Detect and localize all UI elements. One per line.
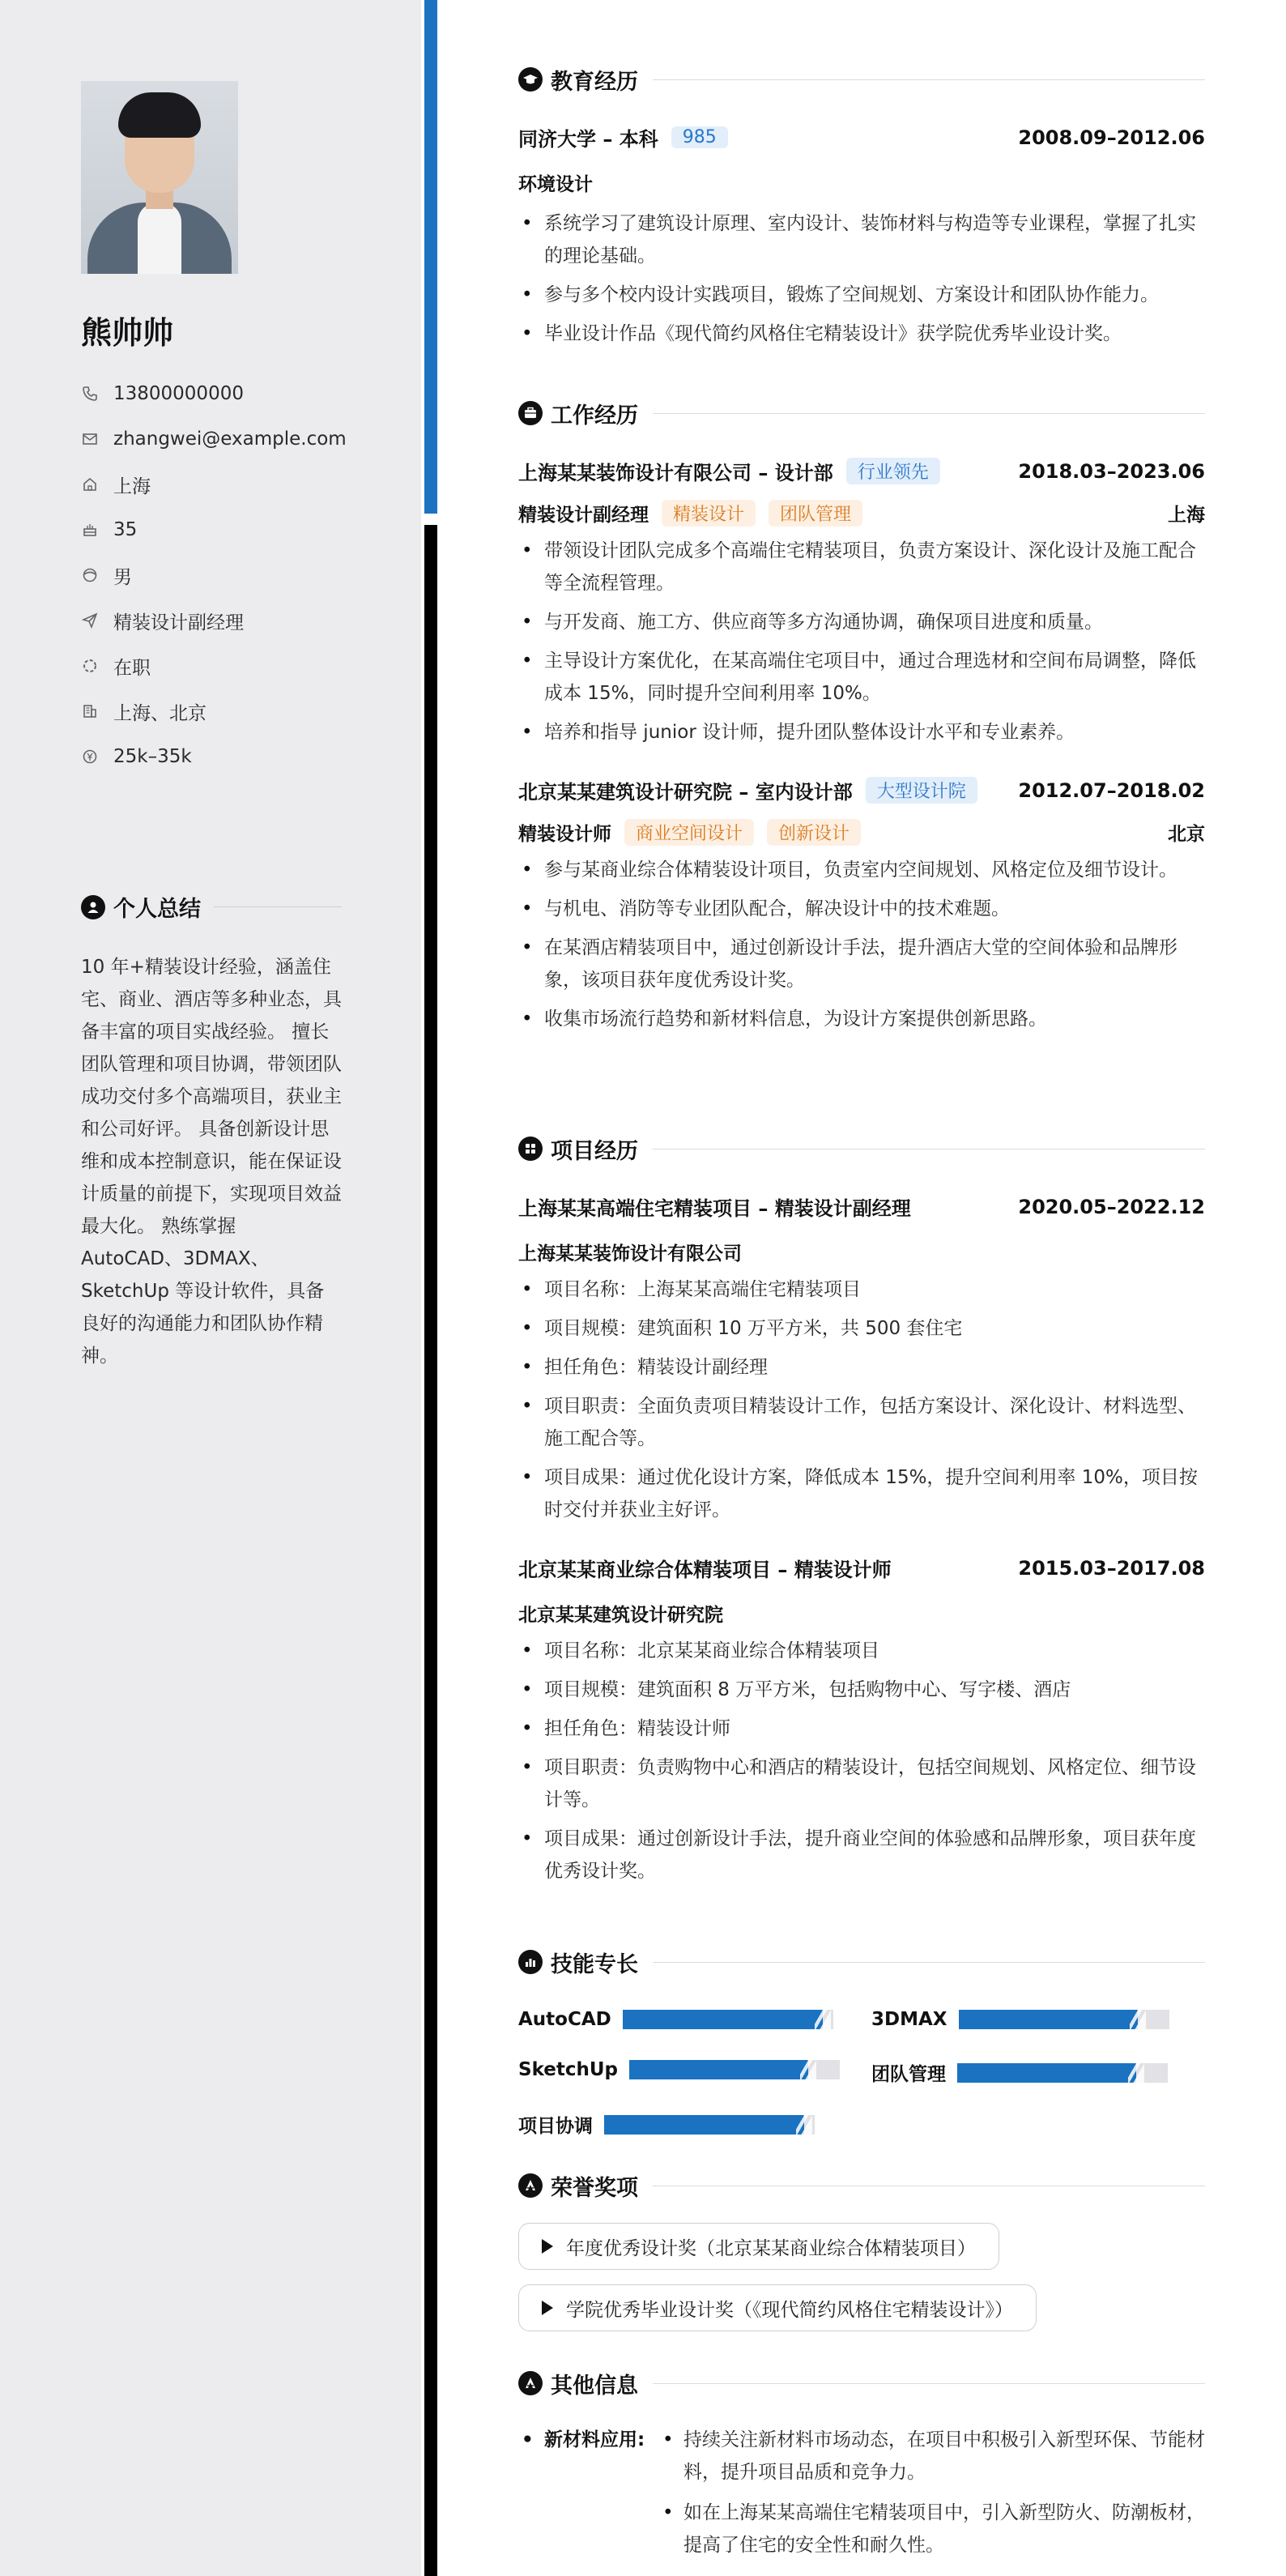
list-item: • 带领设计团队完成多个高端住宅精装项目，负责方案设计、深化设计及施工配合等全流程管理。: [518, 535, 1205, 599]
mail-icon: [81, 430, 99, 448]
list-item: • 如在上海某某高端住宅精装项目中，引入新型防火、防潮板材，提高了住宅的安全性和耐久性。: [658, 2497, 1205, 2561]
education-section: [518, 63, 1205, 350]
list-item: • 项目职责：全面负责项目精装设计工作，包括方案设计、深化设计、材料选型、施工配合等。: [518, 1390, 1205, 1455]
honor-text: 年度优秀设计奖（北京某某商业综合体精装项目）: [566, 2237, 976, 2259]
role-text: 精装设计副经理: [518, 505, 649, 526]
skill-item: [518, 2009, 833, 2030]
project-name: 上海某某高端住宅精装项目 – 精装设计副经理: [518, 1197, 911, 1220]
accent-stripe-blue: [424, 0, 437, 514]
other-key: • 新材料应用:: [518, 2424, 658, 2570]
avatar: [81, 81, 238, 274]
gender-icon: [81, 566, 99, 584]
honors-title: 荣誉奖项: [551, 2175, 638, 2201]
role-text: 精装设计师: [518, 824, 611, 845]
job-location: 北京: [1168, 824, 1205, 845]
role-tag: 商业空间设计: [624, 819, 754, 846]
email-text: zhangwei@example.com: [113, 429, 347, 450]
skill-name: AutoCAD: [518, 2009, 611, 2030]
project-date: 2015.03–2017.08: [1018, 1556, 1205, 1580]
skill-item: [871, 2009, 1169, 2030]
company-tag: 行业领先: [846, 458, 940, 484]
skill-track: [629, 2060, 840, 2079]
skill-fill: [957, 2063, 1136, 2083]
project-org: 北京某某建筑设计研究院: [518, 1605, 723, 1626]
project-date: 2020.05–2022.12: [1018, 1195, 1205, 1218]
education-major: 环境设计: [518, 174, 593, 195]
list-item: • 培养和指导 junior 设计师，提升团队整体设计水平和专业素养。: [518, 716, 1205, 748]
work-city-text: 上海、北京: [113, 702, 207, 724]
summary-heading: [81, 891, 342, 923]
award-icon: [518, 2173, 543, 2198]
list-item: • 毕业设计作品《现代简约风格住宅精装设计》获学院优秀毕业设计奖。: [518, 318, 1205, 350]
cake-icon: [81, 521, 99, 539]
project-bullets: [518, 1273, 1205, 1526]
list-item: • 项目成果：通过创新设计手法，提升商业空间的体验感和品牌形象，项目获年度优秀设计奖。: [518, 1823, 1205, 1887]
skills-title: 技能专长: [551, 1951, 638, 1977]
other-heading: [518, 2367, 1205, 2399]
school-text: 同济大学 – 本科: [518, 128, 658, 151]
skills-divider: [653, 1962, 1205, 1963]
company-name: [518, 457, 940, 485]
work-title: 工作经历: [551, 403, 638, 429]
list-item: • 项目成果：通过优化设计方案，降低成本 15%，提升空间利用率 10%，项目按时交付并获业主好评。: [518, 1461, 1205, 1526]
list-item: • 参与某商业综合体精装设计项目，负责室内空间规划、风格定位及细节设计。: [518, 854, 1205, 886]
education-bullets: [518, 207, 1205, 350]
honors-list: [518, 2208, 1205, 2331]
job-role-row: [518, 500, 1205, 527]
salary-text: 25k–35k: [113, 746, 192, 767]
bar-chart-icon: [518, 1950, 543, 1974]
job-entry: [518, 776, 1205, 1035]
honors-heading: [518, 2169, 1205, 2202]
project-org: 上海某某装饰设计有限公司: [518, 1243, 742, 1265]
send-icon: [81, 612, 99, 629]
skill-fill: [623, 2010, 823, 2029]
skill-item: [518, 2059, 840, 2080]
list-item: • 项目规模：建筑面积 10 万平方米，共 500 套住宅: [518, 1312, 1205, 1345]
skill-fill: [629, 2060, 808, 2079]
list-item: • 担任角色：精装设计师: [518, 1712, 1205, 1745]
project-name: 北京某某商业综合体精装项目 – 精装设计师: [518, 1559, 892, 1581]
job-bullets: [518, 535, 1205, 748]
job-date: 2012.07–2018.02: [1018, 778, 1205, 802]
school-tag: 985: [671, 126, 728, 148]
company-text: 北京某某建筑设计研究院 – 室内设计部: [518, 781, 853, 804]
skill-name: 3DMAX: [871, 2009, 947, 2030]
summary-divider: [214, 906, 342, 907]
job-role: [518, 500, 862, 527]
education-header-row: [518, 123, 1205, 151]
award-icon: [518, 2371, 543, 2395]
skills-section: [518, 1946, 1205, 1978]
project-entry: [518, 1554, 1205, 1887]
honor-item[interactable]: [518, 2223, 999, 2270]
job-role: [518, 819, 861, 846]
other-values: [658, 2424, 1205, 2570]
job-role-row: [518, 819, 1205, 846]
other-divider: [653, 2383, 1205, 2384]
grid-icon: [518, 1137, 543, 1161]
list-item: • 与机电、消防等专业团队配合，解决设计中的技术难题。: [518, 893, 1205, 925]
company-text: 上海某某装饰设计有限公司 – 设计部: [518, 462, 833, 484]
skill-item: [871, 2059, 1168, 2086]
graduation-cap-icon: [518, 67, 543, 92]
info-salary: [81, 734, 347, 779]
summary-text: 10 年+精装设计经验，涵盖住宅、商业、酒店等多种业态，具备丰富的项目实战经验。 擅长团队管理和项目协调，带领团队成功交付多个高端项目，获业主和公司好评。 具备创新设计思维和成本控制意识，能在保证设计质量的前提下，实现项目效益最大化。 熟练掌握 AutoCAD、3DMAX、SketchUp 等设计软件，具备良好的沟通能力和团队协作精神。: [81, 957, 342, 1367]
list-item: • 在某酒店精装项目中，通过创新设计手法，提升酒店大堂的空间体验和品牌形象，该项目获年度优秀设计奖。: [518, 932, 1205, 996]
user-icon: [81, 895, 105, 919]
info-work-city: [81, 689, 347, 734]
job-location: 上海: [1168, 505, 1205, 526]
project-header-row: [518, 1192, 1205, 1221]
project-bullets: [518, 1635, 1205, 1887]
info-position: [81, 598, 347, 643]
age-text: 35: [113, 519, 138, 540]
list-item: • 与开发商、施工方、供应商等多方沟通协调，确保项目进度和质量。: [518, 606, 1205, 638]
list-item: • 项目职责：负责购物中心和酒店的精装设计，包括空间规划、风格定位、细节设计等。: [518, 1751, 1205, 1816]
education-title: 教育经历: [551, 69, 638, 95]
skill-item: [518, 2111, 815, 2138]
contact-info-list: [81, 371, 347, 779]
job-bullets: [518, 854, 1205, 1035]
skill-track: [623, 2010, 833, 2029]
home-icon: [81, 476, 99, 493]
role-tag: 精装设计: [662, 500, 756, 527]
info-phone: [81, 371, 347, 416]
honor-text: 学院优秀毕业设计奖（《现代简约风格住宅精装设计》）: [566, 2299, 1013, 2321]
projects-section: [518, 1132, 1205, 1887]
skill-track: [604, 2115, 815, 2135]
projects-heading: [518, 1132, 1205, 1165]
skill-name: 团队管理: [871, 2064, 946, 2085]
briefcase-icon: [518, 401, 543, 425]
work-heading: [518, 397, 1205, 429]
skill-track: [957, 2063, 1168, 2083]
list-item: • 担任角色：精装设计副经理: [518, 1351, 1205, 1384]
info-status: [81, 643, 347, 689]
skill-fill: [604, 2115, 804, 2135]
info-city: [81, 462, 347, 507]
caret-right-icon: [542, 2239, 553, 2254]
summary-title: 个人总结: [113, 897, 201, 922]
gender-text: 男: [113, 566, 132, 588]
other-section: [518, 2367, 1205, 2570]
job-header-row: [518, 457, 1205, 485]
list-item: • 项目名称：上海某某高端住宅精装项目: [518, 1273, 1205, 1306]
honors-section: [518, 2169, 1205, 2331]
job-date: 2018.03–2023.06: [1018, 459, 1205, 483]
job-entry: [518, 457, 1205, 748]
salary-icon: [81, 748, 99, 766]
candidate-name: 熊帅帅: [81, 315, 174, 351]
other-row: [518, 2424, 1205, 2570]
list-item: • 持续关注新材料市场动态，在项目中积极引入新型环保、节能材料，提升项目品质和竞争力。: [658, 2424, 1205, 2489]
list-item: • 项目规模：建筑面积 8 万平方米，包括购物中心、写字楼、酒店: [518, 1674, 1205, 1706]
status-icon: [81, 657, 99, 675]
info-age: [81, 507, 347, 552]
work-divider: [653, 413, 1205, 414]
skills-heading: [518, 1946, 1205, 1978]
caret-right-icon: [542, 2301, 553, 2315]
school-name: [518, 123, 728, 151]
info-gender: [81, 552, 347, 598]
accent-stripe-black: [424, 525, 437, 2576]
project-header-row: [518, 1554, 1205, 1582]
work-section: [518, 397, 1205, 1035]
info-email: [81, 416, 347, 462]
job-header-row: [518, 776, 1205, 804]
company-name: [518, 776, 977, 804]
list-item: • 系统学习了建筑设计原理、室内设计、装饰材料与构造等专业课程，掌握了扎实的理论基础。: [518, 207, 1205, 272]
position-text: 精装设计副经理: [113, 612, 244, 633]
company-tag: 大型设计院: [866, 777, 977, 804]
project-entry: [518, 1192, 1205, 1526]
list-item: • 参与多个校内设计实践项目，锻炼了空间规划、方案设计和团队协作能力。: [518, 279, 1205, 311]
skill-name: 项目协调: [518, 2116, 593, 2137]
role-tag: 团队管理: [769, 500, 862, 527]
education-divider: [653, 79, 1205, 80]
phone-text: 13800000000: [113, 383, 244, 404]
building-icon: [81, 702, 99, 720]
education-heading: [518, 63, 1205, 96]
education-date: 2008.09–2012.06: [1018, 126, 1205, 149]
list-item: • 项目名称：北京某某商业综合体精装项目: [518, 1635, 1205, 1667]
skill-fill: [959, 2010, 1138, 2029]
list-item: • 收集市场流行趋势和新材料信息，为设计方案提供创新思路。: [518, 1003, 1205, 1035]
city-text: 上海: [113, 476, 151, 497]
skill-name: SketchUp: [518, 2059, 618, 2080]
status-text: 在职: [113, 657, 151, 679]
other-title: 其他信息: [551, 2373, 638, 2399]
skill-track: [959, 2010, 1169, 2029]
projects-title: 项目经历: [551, 1138, 638, 1164]
role-tag: 创新设计: [767, 819, 861, 846]
phone-icon: [81, 385, 99, 403]
list-item: • 主导设计方案优化，在某高端住宅项目中，通过合理选材和空间布局调整，降低成本 15%，同时提升空间利用率 10%。: [518, 645, 1205, 710]
honor-item[interactable]: [518, 2284, 1037, 2331]
